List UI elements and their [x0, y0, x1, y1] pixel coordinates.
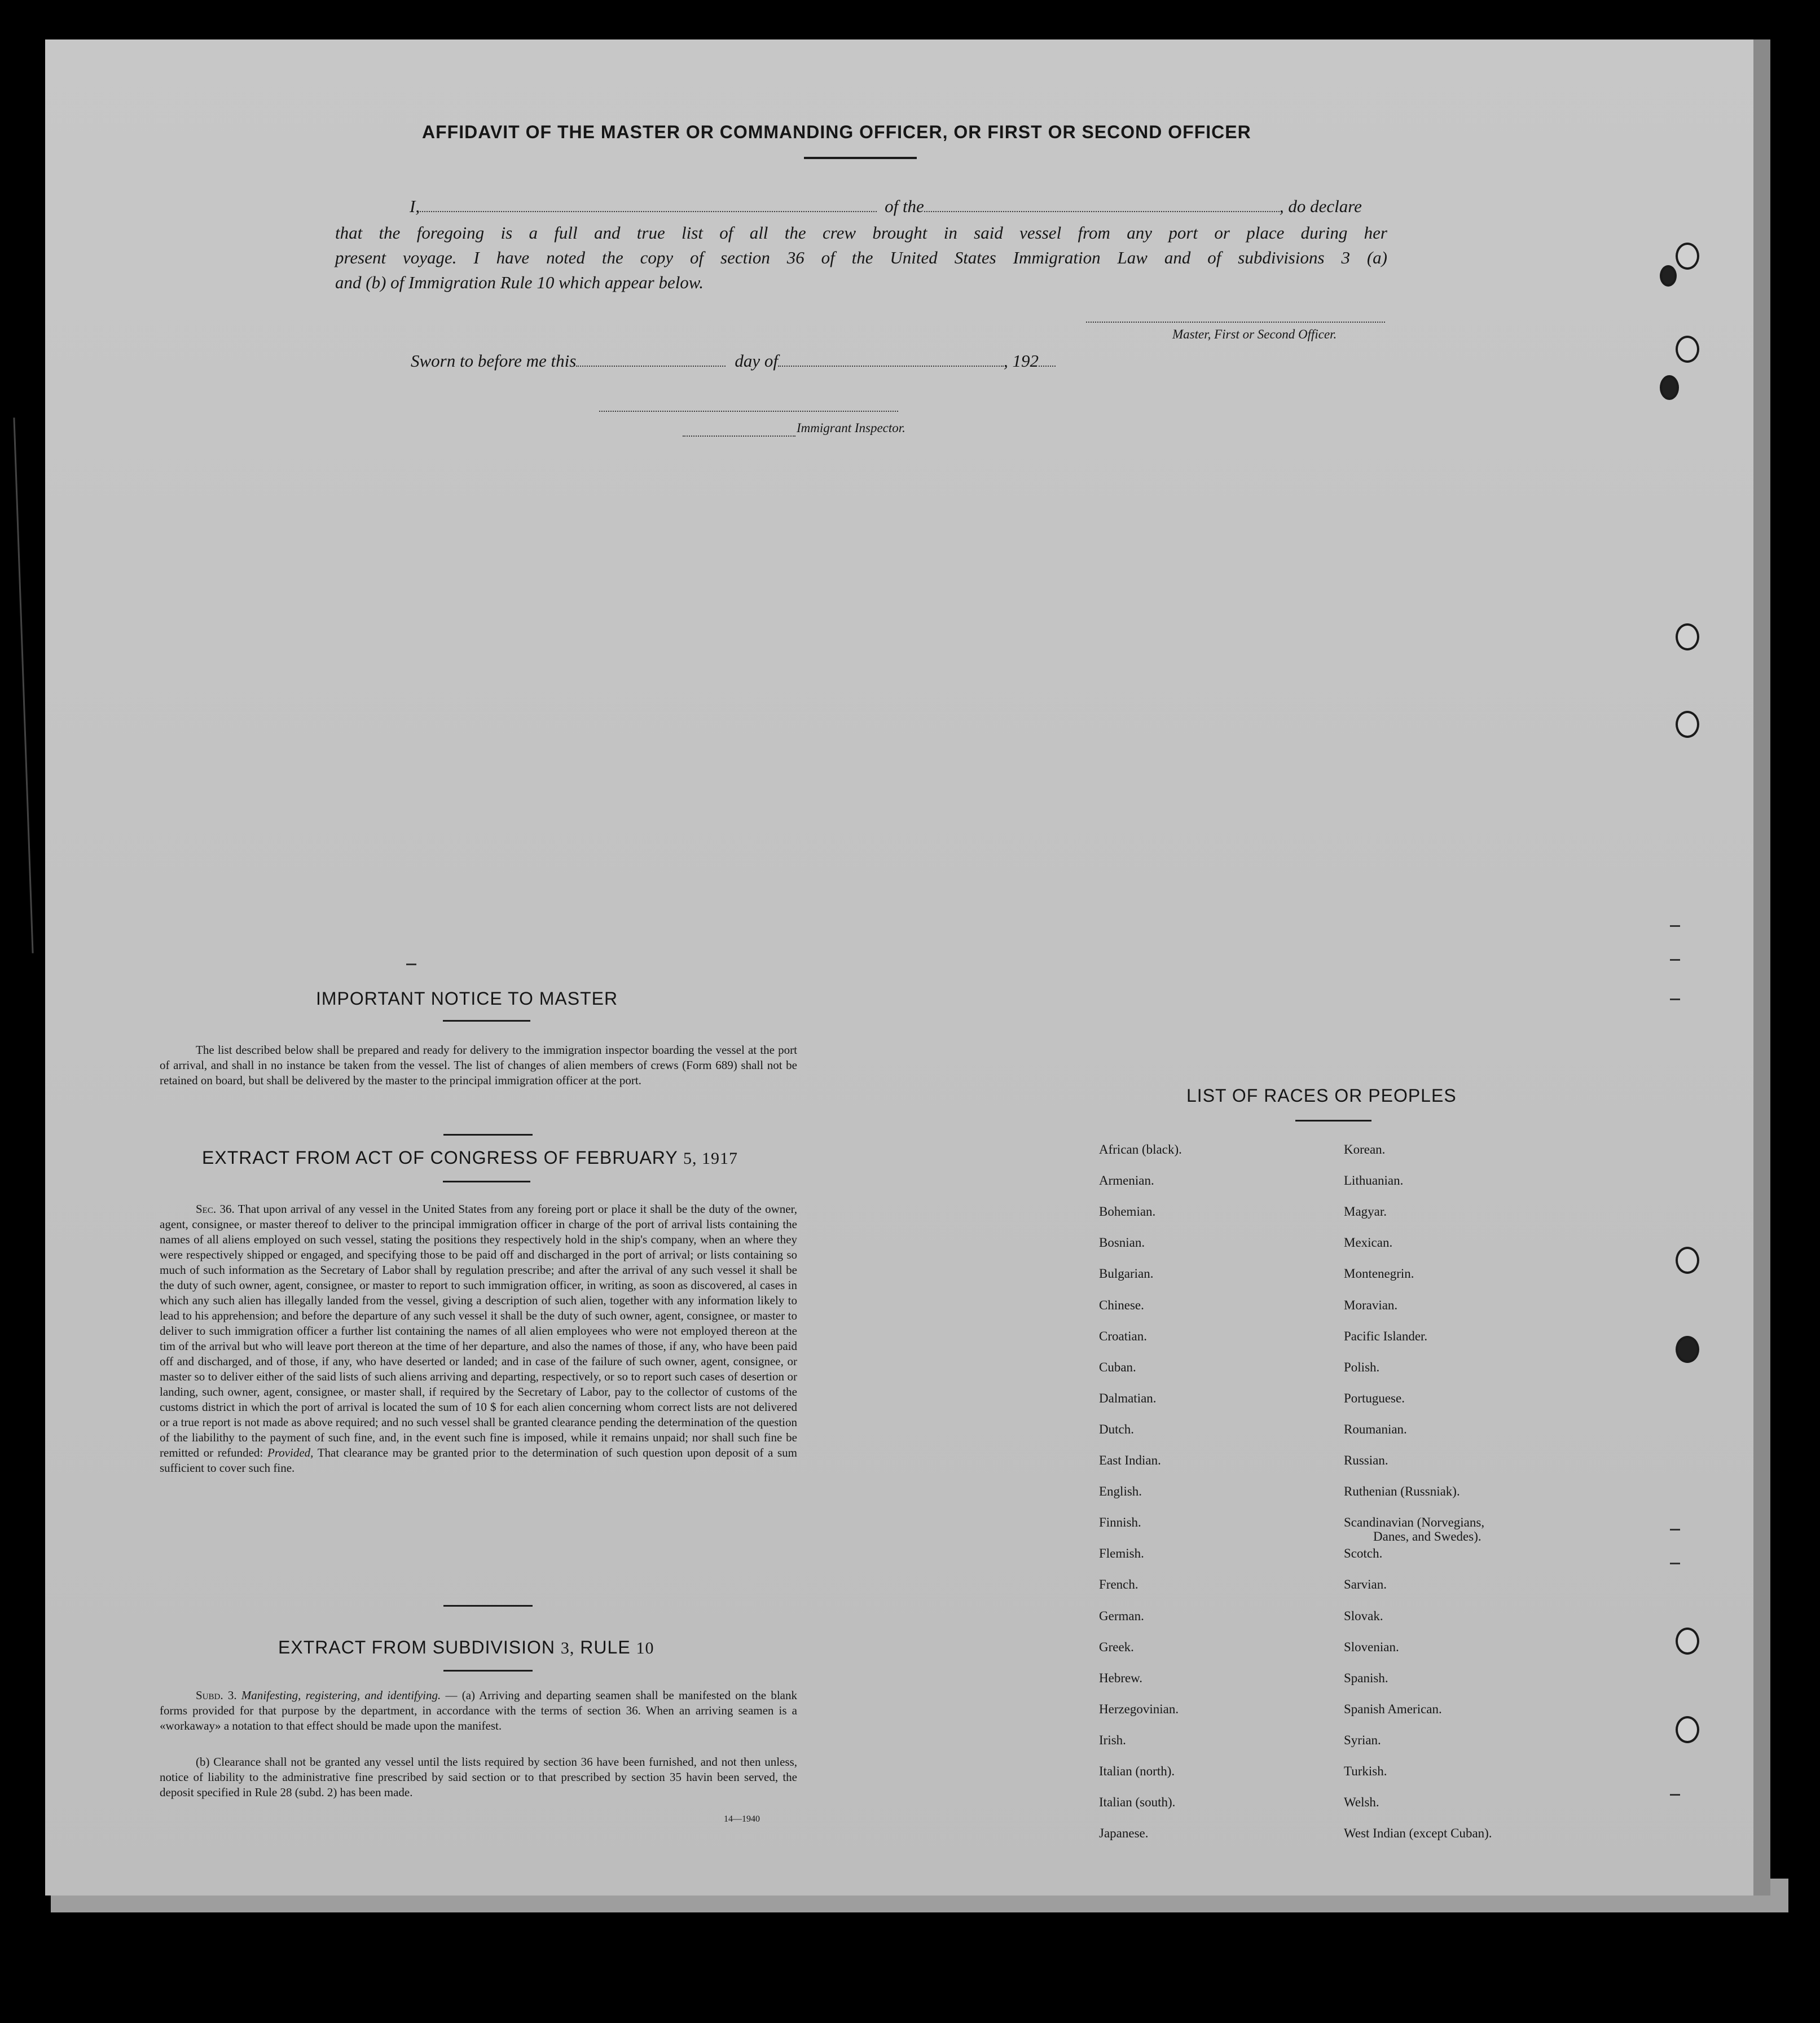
name-blank-field[interactable]	[420, 210, 877, 212]
master-signature-line[interactable]	[1086, 322, 1385, 323]
race-item: Croatian.	[1099, 1329, 1147, 1343]
binder-hole-icon	[1676, 711, 1699, 738]
affidavit-line-3: present voyage. I have noted the copy of section 36 of the United States Immigration Law and of subdivisions 3 (a)	[335, 248, 1387, 267]
race-item: Ruthenian (Russniak).	[1344, 1484, 1460, 1499]
affidavit-line-1: I, of the , do declare	[410, 196, 1362, 216]
sworn-line: Sworn to before me this day of , 192	[411, 351, 1056, 371]
race-item: Korean.	[1344, 1142, 1386, 1156]
sworn-month-field[interactable]	[778, 364, 1004, 367]
race-item: Dutch.	[1099, 1422, 1134, 1436]
notice-rule	[443, 1020, 530, 1022]
race-item: Chinese.	[1099, 1298, 1144, 1312]
rule-extract-title: EXTRACT FROM SUBDIVISION 3, RULE 10	[278, 1637, 654, 1657]
race-item: Spanish.	[1344, 1670, 1388, 1685]
race-item: East Indian.	[1099, 1453, 1161, 1467]
race-item: Flemish.	[1099, 1546, 1144, 1561]
margin-tick	[1670, 1563, 1680, 1564]
section-rule	[443, 1134, 533, 1136]
binder-hole-icon	[1676, 243, 1699, 270]
race-item: Slovenian.	[1344, 1639, 1399, 1654]
race-item: Irish.	[1099, 1732, 1126, 1747]
race-item: French.	[1099, 1577, 1138, 1592]
binder-hole-icon	[1676, 336, 1699, 363]
section-rule	[443, 1605, 533, 1607]
race-item: Spanish American.	[1344, 1701, 1442, 1716]
race-item: Japanese.	[1099, 1826, 1149, 1841]
affidavit-line-2: that the foregoing is a full and true list of all the crew brought in said vessel from any port or place during her	[335, 223, 1387, 243]
document-page	[45, 39, 1755, 1896]
race-item: Sarvian.	[1344, 1577, 1387, 1592]
race-item: German.	[1099, 1608, 1144, 1623]
inspector-dot-leader	[683, 436, 795, 437]
race-item: Herzegovinian.	[1099, 1701, 1179, 1716]
race-item: Montenegrin.	[1344, 1266, 1414, 1281]
subdivision-3b: (b) Clearance shall not be granted any vessel until the lists required by section 36 have been furnished, and not then unless, notice of liability to the administrative fine prescribed by said section or to that prescribed by section 35 havin been served, the deposit specified in Rule 28 (subd. 2) has been made.	[160, 1755, 797, 1799]
form-number: 14—1940	[724, 1814, 760, 1824]
subdivision-3a: Subd. 3. Manifesting, registering, and identifying. — (a) Arriving and departing seamen shall be manifested on the blank forms provided for that purpose by the department, in accordance with the terms of section 36. When an arriving seamen is a «workaway» a notation to that effect should be made upon the manifest.	[160, 1688, 797, 1732]
race-item: Russian.	[1344, 1453, 1388, 1467]
binder-hole-icon	[1676, 623, 1699, 650]
race-item: Italian (north).	[1099, 1764, 1175, 1778]
vessel-blank-field[interactable]	[924, 210, 1280, 212]
race-item: Armenian.	[1099, 1173, 1154, 1188]
binder-hole-icon	[1676, 1247, 1699, 1274]
margin-tick	[1670, 999, 1680, 1000]
race-item: Italian (south).	[1099, 1795, 1176, 1810]
race-item: Finnish.	[1099, 1515, 1141, 1530]
race-item: Magyar.	[1344, 1204, 1387, 1219]
margin-tick	[1670, 925, 1680, 927]
race-item: Scotch.	[1344, 1546, 1383, 1561]
race-item: English.	[1099, 1484, 1142, 1499]
rule-extract-rule	[443, 1670, 533, 1672]
race-item: Roumanian.	[1344, 1422, 1407, 1436]
margin-tick	[1670, 1529, 1680, 1531]
inspector-label: Immigrant Inspector.	[797, 421, 905, 435]
race-item: Portuguese.	[1344, 1391, 1405, 1405]
sworn-day-field[interactable]	[576, 364, 726, 367]
race-item: Welsh.	[1344, 1795, 1379, 1810]
race-item: Turkish.	[1344, 1764, 1387, 1778]
race-item: Pacific Islander.	[1344, 1329, 1428, 1343]
race-item: Bosnian.	[1099, 1235, 1145, 1250]
race-item: African (black).	[1099, 1142, 1182, 1156]
binder-hole-icon	[1660, 375, 1679, 400]
race-item: Bohemian.	[1099, 1204, 1156, 1219]
race-item: Lithuanian.	[1344, 1173, 1404, 1188]
notice-title: IMPORTANT NOTICE TO MASTER	[316, 988, 618, 1009]
notice-body: The list described below shall be prepared and ready for delivery to the immigration inspector boarding the vessel at the port of arrival, and shall in no instance be taken from the vessel. The list of changes of alien members of crews (Form 689) shall not be retained on board, but shall be delivered by the master to the principal immigration officer at the port.	[160, 1043, 797, 1087]
act-extract-rule	[443, 1181, 530, 1182]
race-item: Slovak.	[1344, 1608, 1383, 1623]
inspector-signature-line[interactable]	[599, 411, 898, 412]
races-title: LIST OF RACES OR PEOPLES	[1186, 1085, 1457, 1106]
binder-hole-icon	[1676, 1716, 1699, 1743]
race-item: Dalmatian.	[1099, 1391, 1157, 1405]
act-section-36: Sec. 36. That upon arrival of any vessel in the United States from any foreing port or place it shall be the duty of the owner, agent, consignee, or master thereof to deliver to the principal immigration officer in charge of the port of arrival lists containing the names of all aliens employed on such vessel, stating the positions they respectively hold in the ship's company, when an where they were respectively shipped or engaged, and specifying those to be paid off and discharged in the port of arrival; or lists containing so much of such information as the Secretary of Labor shall by regulation prescribe; and after the arrival of any such vessel it shall be the duty of such owner, agent, consignee, or master to report to such immigration officer, in writing, as soon as discovered, al cases in which any such alien has illegally landed from the vessel, giving a description of such alien, together with any information likely to lead to his apprehension; and before the departure of any such vessel it shall be the duty of such owner, agent, consignee, or master to deliver to such immigration officer a further list containing the names of all alien employees who were not employed thereon at the tim of the arrival but who will leave port thereon at the time of her departure, and also the names of those, if any, who have been paid off and discharged, and of those, if any, who have deserted or landed; and in case of the failure of such owner, agent, consignee, or master so to deliver either of the said lists of such aliens arriving and departing, respectively, or so to report such cases of desertion or landing, such owner, agent, consignee, or master shall, if required by the Secretary of Labor, pay to the collector of customs of the customs district in which the port of arrival is located the sum of 10 $ for each alien concerning whom correct lists are not delivered or a true report is not made as above required; and no such vessel shall be granted clearance pending the determination of the question of the liabilithy to the payment of such fine, and, in the event such fine is imposed, while it remains unpaid; nor shall such fine be remitted or refunded: Provided, That clearance may be granted prior to the determination of such question upon deposit of a sum sufficient to cover such fine.	[160, 1202, 798, 1475]
master-signature-label: Master, First or Second Officer.	[1172, 327, 1337, 341]
race-item: West Indian (except Cuban).	[1344, 1826, 1492, 1841]
race-item: Danes, and Swedes).	[1373, 1529, 1482, 1544]
binder-hole-icon	[1676, 1336, 1699, 1363]
race-item: Scandinavian (Norvegians,	[1344, 1515, 1485, 1530]
margin-tick	[406, 964, 416, 965]
binding-strip	[1753, 39, 1770, 1896]
margin-tick	[1670, 959, 1680, 961]
race-item: Mexican.	[1344, 1235, 1393, 1250]
binder-hole-icon	[1676, 1628, 1699, 1655]
race-item: Moravian.	[1344, 1298, 1398, 1312]
race-item: Polish.	[1344, 1360, 1380, 1374]
races-rule	[1295, 1120, 1371, 1122]
race-item: Hebrew.	[1099, 1670, 1143, 1685]
race-item: Cuban.	[1099, 1360, 1136, 1374]
affidavit-line-4: and (b) of Immigration Rule 10 which appear below.	[335, 272, 704, 292]
edge-line	[13, 417, 33, 953]
sworn-year-field[interactable]	[1039, 364, 1056, 367]
race-item: Bulgarian.	[1099, 1266, 1154, 1281]
act-extract-title: EXTRACT FROM ACT OF CONGRESS OF FEBRUARY 5, 1917	[202, 1147, 738, 1168]
affidavit-title: AFFIDAVIT OF THE MASTER OR COMMANDING OFFICER, OR FIRST OR SECOND OFFICER	[422, 122, 1251, 142]
race-item: Syrian.	[1344, 1732, 1381, 1747]
binder-hole-icon	[1660, 265, 1677, 287]
title-rule	[804, 157, 917, 159]
margin-tick	[1670, 1794, 1680, 1796]
race-item: Greek.	[1099, 1639, 1134, 1654]
